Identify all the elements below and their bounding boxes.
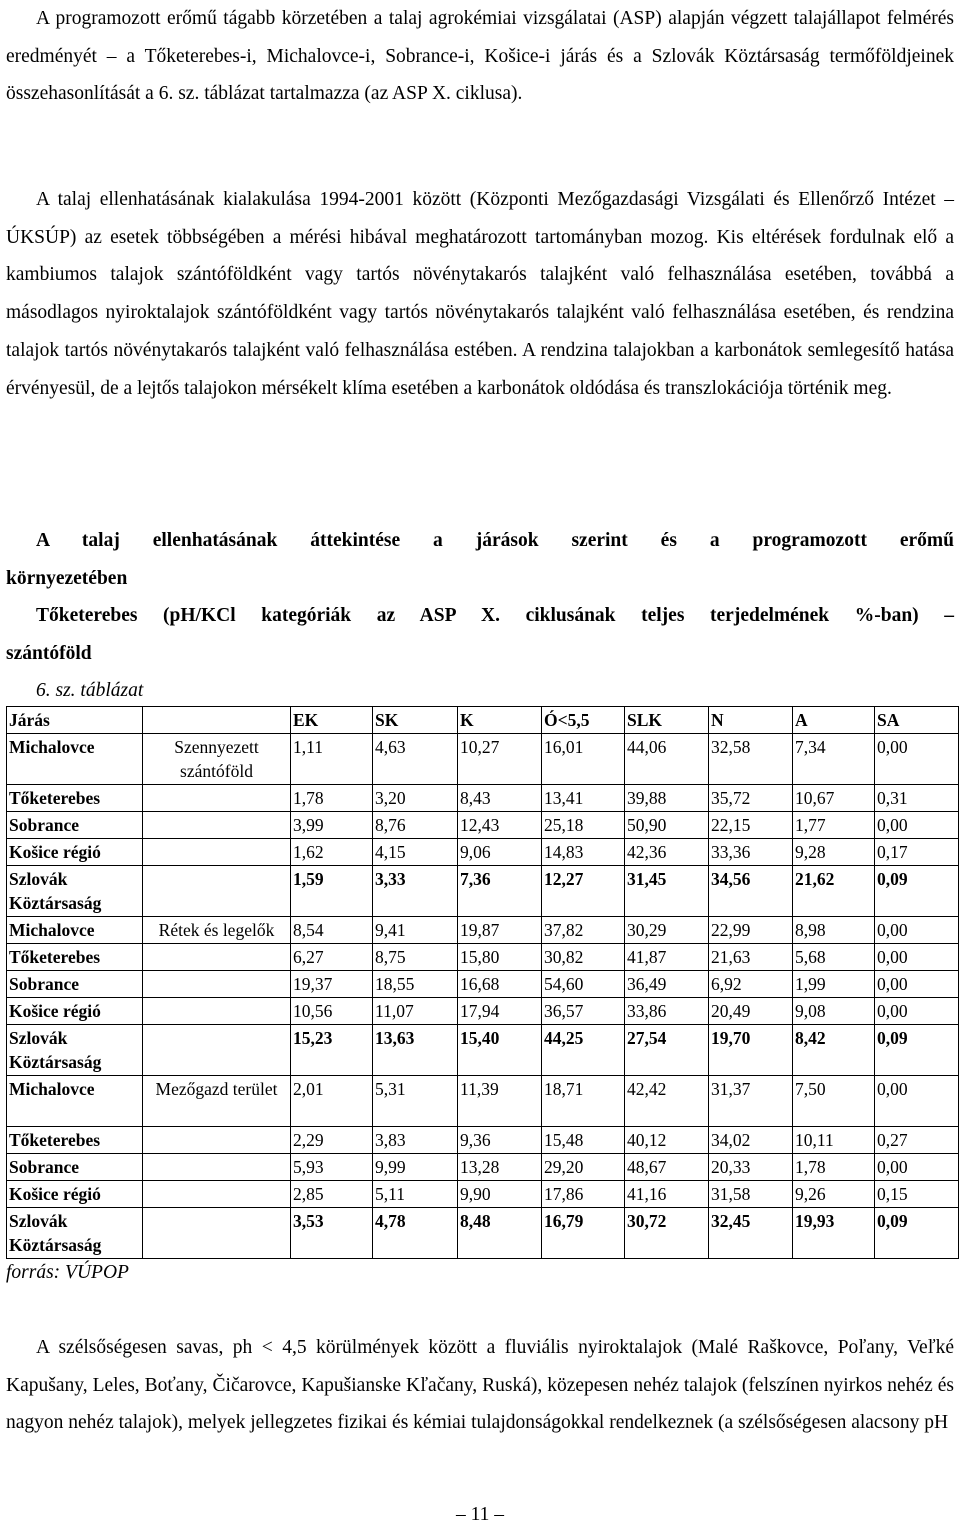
value-cell: 42,36 bbox=[625, 839, 709, 866]
value-cell: 0,00 bbox=[875, 998, 959, 1025]
value-cell: 19,70 bbox=[709, 1025, 793, 1076]
value-cell: 0,00 bbox=[875, 1154, 959, 1181]
heading-line-3: Tőketerebes (pH/KCl kategóriák az ASP X. ciklusának teljes terjedelmének %-ban) – bbox=[36, 605, 954, 626]
value-cell: 0,00 bbox=[875, 971, 959, 998]
value-cell: 13,41 bbox=[542, 785, 625, 812]
value-cell: 9,08 bbox=[793, 998, 875, 1025]
value-cell: 39,88 bbox=[625, 785, 709, 812]
value-cell: 14,83 bbox=[542, 839, 625, 866]
table-body bbox=[7, 734, 959, 1259]
value-cell: 0,17 bbox=[875, 839, 959, 866]
soil-reaction-paragraph: A talaj ellenhatásának kialakulása 1994-2001 között (Központi Mezőgazdasági Vizsgálati és Ellenőrző Intézet – ÚKSÚP) az esetek többségében a mérési hibával meghatározott tartományban mozog. Kis eltérések fordulnak elő a kambiumos talajok szántóföldként vagy tartós növénytakarós talajként való felhasználása esetében, továbbá a másodlagos nyiroktalajok szántóföldként vagy tartós növénytakarós talajként való felhasználása esetében, és rendzina talajok tartós növénytakarós talajként való felhasználása estében. A rendzina talajokban a karbonátok semlegesítő hatása érvényesül, de a lejtős talajokon mérsékelt klíma esetében a karbonátok oldódása és transzlokációja történik meg. bbox=[6, 189, 954, 399]
value-cell: 50,90 bbox=[625, 812, 709, 839]
value-cell: 1,11 bbox=[291, 734, 373, 785]
land-type-cell bbox=[143, 785, 291, 812]
value-cell: 0,00 bbox=[875, 734, 959, 785]
district-cell: Košice régió bbox=[7, 839, 143, 866]
land-type-cell: Mezőgazd terület bbox=[143, 1076, 291, 1127]
header-cell: EK bbox=[291, 707, 373, 734]
heading-line-1: A talaj ellenhatásának áttekintése a járások szerint és a programozott erőmű bbox=[36, 530, 954, 551]
district-cell: Tőketerebes bbox=[7, 944, 143, 971]
page-number: – 11 – bbox=[455, 1504, 505, 1525]
value-cell: 0,27 bbox=[875, 1127, 959, 1154]
value-cell: 0,31 bbox=[875, 785, 959, 812]
value-cell: 13,28 bbox=[458, 1154, 542, 1181]
value-cell: 5,31 bbox=[373, 1076, 458, 1127]
table-row bbox=[7, 866, 959, 917]
value-cell: 8,98 bbox=[793, 917, 875, 944]
value-cell: 3,33 bbox=[373, 866, 458, 917]
value-cell: 44,25 bbox=[542, 1025, 625, 1076]
value-cell: 17,86 bbox=[542, 1181, 625, 1208]
value-cell: 7,36 bbox=[458, 866, 542, 917]
value-cell: 36,57 bbox=[542, 998, 625, 1025]
value-cell: 8,43 bbox=[458, 785, 542, 812]
value-cell: 33,36 bbox=[709, 839, 793, 866]
value-cell: 16,79 bbox=[542, 1208, 625, 1259]
value-cell: 29,20 bbox=[542, 1154, 625, 1181]
value-cell: 36,49 bbox=[625, 971, 709, 998]
district-cell: Košice régió bbox=[7, 1181, 143, 1208]
value-cell: 2,29 bbox=[291, 1127, 373, 1154]
value-cell: 10,11 bbox=[793, 1127, 875, 1154]
ph-category-table bbox=[6, 706, 959, 1259]
value-cell: 15,80 bbox=[458, 944, 542, 971]
value-cell: 31,45 bbox=[625, 866, 709, 917]
value-cell: 41,87 bbox=[625, 944, 709, 971]
value-cell: 0,15 bbox=[875, 1181, 959, 1208]
land-type-cell bbox=[143, 812, 291, 839]
value-cell: 17,94 bbox=[458, 998, 542, 1025]
value-cell: 1,78 bbox=[793, 1154, 875, 1181]
table-row bbox=[7, 1127, 959, 1154]
value-cell: 3,83 bbox=[373, 1127, 458, 1154]
value-cell: 9,99 bbox=[373, 1154, 458, 1181]
value-cell: 9,90 bbox=[458, 1181, 542, 1208]
value-cell: 12,27 bbox=[542, 866, 625, 917]
value-cell: 0,09 bbox=[875, 866, 959, 917]
heading-line-4: szántóföld bbox=[6, 642, 92, 664]
district-cell: Szlovák Köztársaság bbox=[7, 866, 143, 917]
value-cell: 2,85 bbox=[291, 1181, 373, 1208]
value-cell: 16,68 bbox=[458, 971, 542, 998]
value-cell: 21,63 bbox=[709, 944, 793, 971]
value-cell: 3,99 bbox=[291, 812, 373, 839]
value-cell: 32,45 bbox=[709, 1208, 793, 1259]
district-cell: Košice régió bbox=[7, 998, 143, 1025]
value-cell: 20,49 bbox=[709, 998, 793, 1025]
table-row bbox=[7, 917, 959, 944]
heading-line-2: környezetében bbox=[6, 567, 128, 589]
value-cell: 12,43 bbox=[458, 812, 542, 839]
value-cell: 35,72 bbox=[709, 785, 793, 812]
district-cell: Szlovák Köztársaság bbox=[7, 1208, 143, 1259]
value-cell: 10,67 bbox=[793, 785, 875, 812]
table-row bbox=[7, 1025, 959, 1076]
value-cell: 5,93 bbox=[291, 1154, 373, 1181]
value-cell: 7,34 bbox=[793, 734, 875, 785]
value-cell: 21,62 bbox=[793, 866, 875, 917]
value-cell: 0,09 bbox=[875, 1025, 959, 1076]
header-cell: SA bbox=[875, 707, 959, 734]
table-row bbox=[7, 812, 959, 839]
value-cell: 10,27 bbox=[458, 734, 542, 785]
value-cell: 40,12 bbox=[625, 1127, 709, 1154]
value-cell: 5,68 bbox=[793, 944, 875, 971]
value-cell: 16,01 bbox=[542, 734, 625, 785]
value-cell: 13,63 bbox=[373, 1025, 458, 1076]
value-cell: 4,15 bbox=[373, 839, 458, 866]
table-row bbox=[7, 839, 959, 866]
district-cell: Szlovák Köztársaság bbox=[7, 1025, 143, 1076]
value-cell: 41,16 bbox=[625, 1181, 709, 1208]
value-cell: 32,58 bbox=[709, 734, 793, 785]
land-type-cell bbox=[143, 1154, 291, 1181]
value-cell: 9,26 bbox=[793, 1181, 875, 1208]
value-cell: 2,01 bbox=[291, 1076, 373, 1127]
value-cell: 27,54 bbox=[625, 1025, 709, 1076]
value-cell: 1,77 bbox=[793, 812, 875, 839]
value-cell: 19,37 bbox=[291, 971, 373, 998]
value-cell: 15,40 bbox=[458, 1025, 542, 1076]
value-cell: 8,48 bbox=[458, 1208, 542, 1259]
value-cell: 42,42 bbox=[625, 1076, 709, 1127]
value-cell: 9,41 bbox=[373, 917, 458, 944]
value-cell: 34,56 bbox=[709, 866, 793, 917]
table-row bbox=[7, 1208, 959, 1259]
land-type-cell bbox=[143, 1025, 291, 1076]
table-row bbox=[7, 971, 959, 998]
header-cell bbox=[143, 707, 291, 734]
value-cell: 1,62 bbox=[291, 839, 373, 866]
value-cell: 0,00 bbox=[875, 1076, 959, 1127]
value-cell: 33,86 bbox=[625, 998, 709, 1025]
value-cell: 1,59 bbox=[291, 866, 373, 917]
district-cell: Sobrance bbox=[7, 971, 143, 998]
value-cell: 44,06 bbox=[625, 734, 709, 785]
header-cell: A bbox=[793, 707, 875, 734]
value-cell: 8,76 bbox=[373, 812, 458, 839]
district-cell: Sobrance bbox=[7, 812, 143, 839]
value-cell: 31,58 bbox=[709, 1181, 793, 1208]
district-cell: Tőketerebes bbox=[7, 1127, 143, 1154]
value-cell: 10,56 bbox=[291, 998, 373, 1025]
district-cell: Michalovce bbox=[7, 917, 143, 944]
table-caption: 6. sz. táblázat bbox=[36, 680, 144, 701]
land-type-cell bbox=[143, 998, 291, 1025]
value-cell: 31,37 bbox=[709, 1076, 793, 1127]
table-row bbox=[7, 1076, 959, 1127]
header-cell: Ó<5,5 bbox=[542, 707, 625, 734]
table-row bbox=[7, 998, 959, 1025]
value-cell: 5,11 bbox=[373, 1181, 458, 1208]
header-cell: N bbox=[709, 707, 793, 734]
header-cell: SLK bbox=[625, 707, 709, 734]
land-type-cell bbox=[143, 1127, 291, 1154]
source-note: forrás: VÚPOP bbox=[6, 1262, 129, 1283]
table-header-row bbox=[7, 707, 959, 734]
land-type-cell bbox=[143, 1208, 291, 1259]
value-cell: 11,39 bbox=[458, 1076, 542, 1127]
value-cell: 6,27 bbox=[291, 944, 373, 971]
value-cell: 37,82 bbox=[542, 917, 625, 944]
land-type-cell: Szennyezett szántóföld bbox=[143, 734, 291, 785]
value-cell: 25,18 bbox=[542, 812, 625, 839]
value-cell: 22,15 bbox=[709, 812, 793, 839]
value-cell: 4,63 bbox=[373, 734, 458, 785]
land-type-cell bbox=[143, 839, 291, 866]
value-cell: 30,29 bbox=[625, 917, 709, 944]
value-cell: 20,33 bbox=[709, 1154, 793, 1181]
value-cell: 19,87 bbox=[458, 917, 542, 944]
district-cell: Tőketerebes bbox=[7, 785, 143, 812]
acidic-soils-paragraph: A szélsőségesen savas, ph < 4,5 körülmények között a fluviális nyiroktalajok (Malé Raškovce, Poľany, Veľké Kapušany, Leles, Boťany, Čičarovce, Kapušianske Kľačany, Ruská), közepesen nehéz talajok (felszínen nyirkos nehéz és nagyon nehéz talajok), melyek jellegzetes fizikai és kémiai tulajdonságokkal rendelkeznek (a szélsőségesen alacsony pH bbox=[6, 1337, 954, 1434]
value-cell: 3,53 bbox=[291, 1208, 373, 1259]
value-cell: 30,72 bbox=[625, 1208, 709, 1259]
value-cell: 30,82 bbox=[542, 944, 625, 971]
value-cell: 0,09 bbox=[875, 1208, 959, 1259]
value-cell: 0,00 bbox=[875, 812, 959, 839]
intro-paragraph: A programozott erőmű tágabb körzetében a talaj agrokémiai vizsgálatai (ASP) alapján végzett talajállapot felmérés eredményét – a Tőketerebes-i, Michalovce-i, Sobrance-i, Košice-i járás és a Szlovák Köztársaság termőföldjeinek összehasonlítását a 6. sz. táblázat tartalmazza (az ASP X. ciklusa). bbox=[6, 8, 954, 105]
value-cell: 3,20 bbox=[373, 785, 458, 812]
land-type-cell bbox=[143, 944, 291, 971]
value-cell: 9,36 bbox=[458, 1127, 542, 1154]
table-row bbox=[7, 1181, 959, 1208]
value-cell: 0,00 bbox=[875, 917, 959, 944]
value-cell: 9,06 bbox=[458, 839, 542, 866]
value-cell: 34,02 bbox=[709, 1127, 793, 1154]
header-cell: SK bbox=[373, 707, 458, 734]
value-cell: 8,42 bbox=[793, 1025, 875, 1076]
value-cell: 8,75 bbox=[373, 944, 458, 971]
table-row bbox=[7, 944, 959, 971]
value-cell: 6,92 bbox=[709, 971, 793, 998]
value-cell: 1,78 bbox=[291, 785, 373, 812]
value-cell: 1,99 bbox=[793, 971, 875, 998]
table-row bbox=[7, 785, 959, 812]
value-cell: 18,55 bbox=[373, 971, 458, 998]
table-row bbox=[7, 734, 959, 785]
district-cell: Sobrance bbox=[7, 1154, 143, 1181]
header-cell: K bbox=[458, 707, 542, 734]
land-type-cell bbox=[143, 971, 291, 998]
land-type-cell: Rétek és legelők bbox=[143, 917, 291, 944]
district-cell: Michalovce bbox=[7, 734, 143, 785]
land-type-cell bbox=[143, 866, 291, 917]
header-cell: Járás bbox=[7, 707, 143, 734]
value-cell: 15,48 bbox=[542, 1127, 625, 1154]
table-heading bbox=[6, 522, 954, 672]
value-cell: 54,60 bbox=[542, 971, 625, 998]
value-cell: 19,93 bbox=[793, 1208, 875, 1259]
table-header bbox=[7, 707, 959, 734]
value-cell: 8,54 bbox=[291, 917, 373, 944]
value-cell: 11,07 bbox=[373, 998, 458, 1025]
district-cell: Michalovce bbox=[7, 1076, 143, 1127]
value-cell: 22,99 bbox=[709, 917, 793, 944]
value-cell: 48,67 bbox=[625, 1154, 709, 1181]
value-cell: 4,78 bbox=[373, 1208, 458, 1259]
land-type-cell bbox=[143, 1181, 291, 1208]
value-cell: 7,50 bbox=[793, 1076, 875, 1127]
value-cell: 15,23 bbox=[291, 1025, 373, 1076]
table-row bbox=[7, 1154, 959, 1181]
value-cell: 0,00 bbox=[875, 944, 959, 971]
value-cell: 9,28 bbox=[793, 839, 875, 866]
value-cell: 18,71 bbox=[542, 1076, 625, 1127]
